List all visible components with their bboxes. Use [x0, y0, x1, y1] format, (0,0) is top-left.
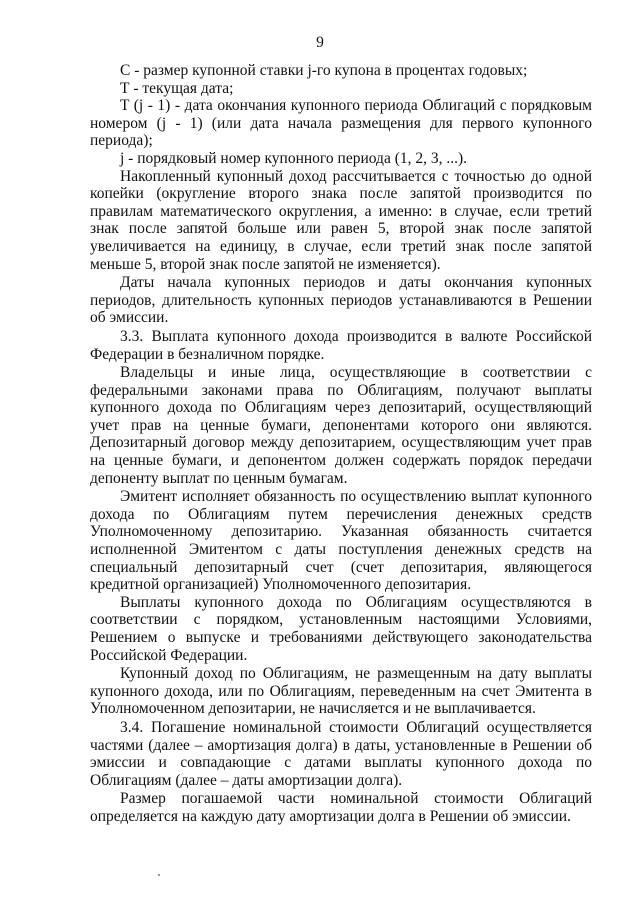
paragraph-section-3-3: 3.3. Выплата купонного дохода производится в валюте Российской Федерации в безналичном порядке. — [90, 327, 592, 363]
paragraph-payments-procedure: Выплаты купонного дохода по Облигациям осуществляются в соответствии с порядком, установленным настоящими Условиями, Решением о выпуске и требованиями действующего законодательства Российской Федерации. — [90, 593, 592, 664]
paragraph-amortization-amount: Размер погашаемой части номинальной стоимости Облигаций определяется на каждую дату амортизации долга в Решении об эмиссии. — [90, 790, 592, 825]
paragraph-issuer-obligation: Эмитент исполняет обязанность по осуществлению выплат купонного дохода по Облигациям путем перечисления денежных средств Уполномоченному депозитарию. Указанная обязанность считается исполненной Эмитентом с даты поступления денежных средств на специальный депозитарный счет (счет депозитария, являющегося кредитной организацией) Уполномоченного депозитария. — [90, 488, 592, 594]
paragraph-variable-j: j - порядковый номер купонного периода (1, 2, 3, ...). — [120, 149, 468, 167]
document-body — [90, 62, 592, 826]
page-number: 9 — [316, 34, 324, 51]
paragraph-section-3-4: 3.4. Погашение номинальной стоимости Облигаций осуществляется частями (далее – амортизация долга) в даты, установленные в Решении об эмиссии и совпадающие с датами выплаты купонного дохода по Облигациям (далее – даты амортизации долга). — [90, 718, 592, 789]
paragraph-unplaced-bonds: Купонный доход по Облигациям, не размещенным на дату выплаты купонного дохода, или по Облигациям, переведенным на счет Эмитента в Уполномоченном депозитарии, не начисляется и не выплачивается. — [90, 665, 592, 718]
paragraph-coupon-periods: Даты начала купонных периодов и даты окончания купонных периодов, длительность купонных периодов устанавливаются в Решении об эмиссии. — [90, 274, 592, 327]
paragraph-variable-tj: T (j - 1) - дата окончания купонного периода Облигаций с порядковым номером (j - 1) (или дата начала размещения для первого купонного периода); — [90, 97, 592, 150]
paragraph-variable-c: С - размер купонной ставки j-го купона в процентах годовых; — [120, 62, 528, 79]
paragraph-variable-t: Т - текущая дата; — [120, 79, 234, 97]
paragraph-holders-payments: Владельцы и иные лица, осуществляющие в соответствии с федеральными законами права по Облигациям, получают выплаты купонного дохода по Облигациям через депозитарий, осуществляющий учет прав на ценные бумаги, депонентами которого они являются. Депозитарный договор между депозитарием, осуществляющим учет прав на ценные бумаги, и депонентом должен содержать порядок передачи депоненту выплат по ценным бумагам. — [90, 364, 592, 487]
paragraph-accrued-coupon-rounding: Накопленный купонный доход рассчитывается с точностью до одной копейки (округление второго знака после запятой производится по правилам математического округления, а именно: в случае, если третий знак после запятой больше или равен 5, второй знак после запятой увеличивается на единицу, в случае, если третий знак после запятой меньше 5, второй знак после запятой не изменяется). — [90, 167, 592, 273]
scan-speck — [158, 874, 160, 876]
